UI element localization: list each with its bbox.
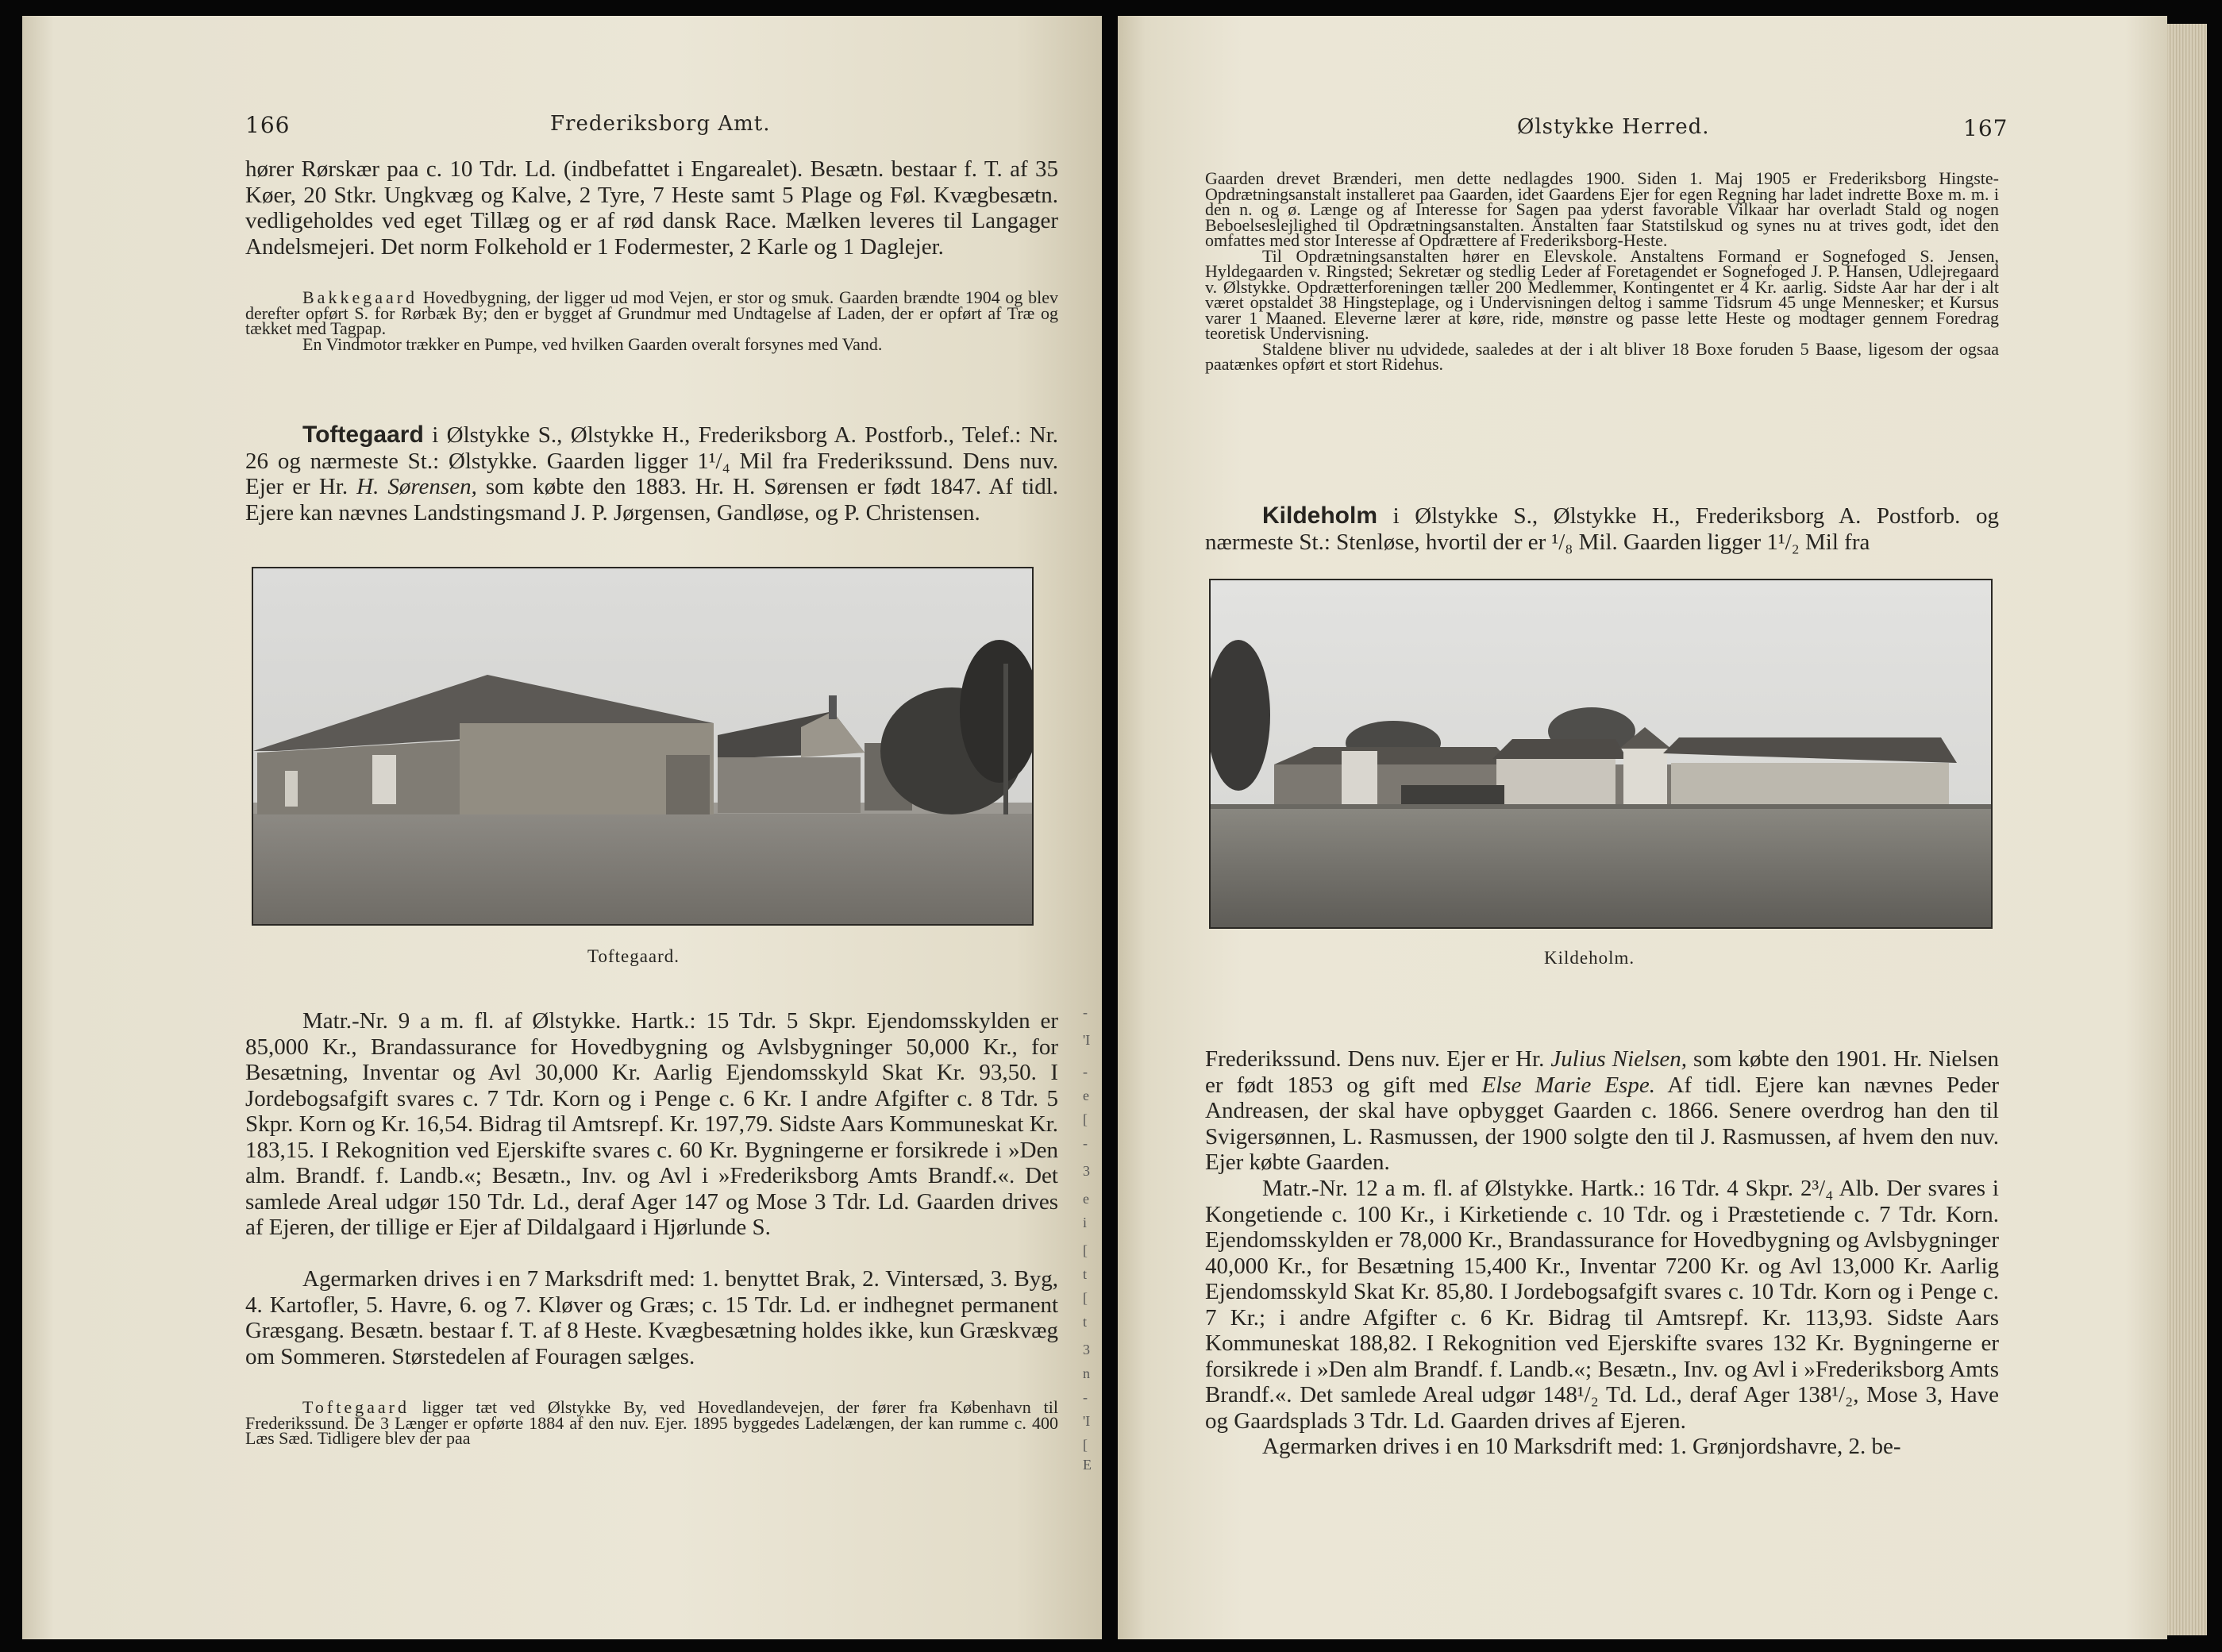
stray-mark: e [1083,1088,1089,1103]
right-page [1118,16,2167,1639]
stray-mark: 'I [1083,1032,1091,1048]
owner-name: Julius Nielsen, [1550,1046,1687,1072]
owner-name: H. Sørensen, [356,474,477,499]
paragraph-matr: Matr.-Nr. 9 a m. fl. af Ølstykke. Hartk.: 15 Tdr. 5 Skpr. Ejendomsskylden er 85,000 Kr., Brandassurance for Hovedbygning og Avlsbygninger 50,000 Kr., for Besætning, Inventar og Avl 30,000 Kr. Aarlig Ejendomsskyld Skat Kr. 93,50. I Jordebogsafgift svares c. 7 Tdr. Korn og i Penge c. 6 Kr. I andre Afgifter c. 8 Tdr. 5 Skpr. Korn og Kr. 16,54. Bidrag til Amtsrepf. Kr. 197,79. Sidste Aars Kommuneskat Kr. 183,15. I Rekognition ved Ejerskifte svares c. 60 Kr. Bygningerne er forsikrede i »Den alm. Brandf. f. Landb.«; Besætn., Inv. og Avl i »Frederiksborg Amts Brandf.«. Det samlede Areal udgør 150 Tdr. Ld., deraf Ager 147 og Mose 3 Tdr. Ld. Gaarden drives af Ejeren, der tillige er Ejer af Dildalgaard i Hjørlunde S. [245,1008,1058,1240]
paragraph-agermarken: Agermarken drives i en 7 Marksdrift med: 1. benyttet Brak, 2. Vintersæd, 3. Byg, 4. Kartofler, 5. Havre, 6. og 7. Kløver og Græs; c. 15 Tdr. Ld. er indhegnet permanent Græsgang. Besætn. bestaar f. T. af 8 Heste. Kvægbesætning holdes ikke, kun Græskvæg om Sommeren. Størstedelen af Fouragen sælges. [245,1266,1058,1369]
page-number-right: 167 [1963,115,2008,141]
photo-kildeholm-image [1211,580,1991,927]
stray-mark: i [1083,1215,1088,1230]
page-number-left: 166 [245,112,291,138]
stray-mark: 3 [1083,1163,1090,1179]
note-text: ligger tæt ved Ølstykke By, ved Hovedlandevejen, der fører fra København til Frederikssund. De 3 Længer er opførte 1884 af den nuv. Ejer. 1895 byggedes Ladelængen, der kan rumme c. 400 Læs Sæd. Tidligere blev der paa [245,1397,1059,1448]
paragraph-matr: Matr.-Nr. 12 a m. fl. af Ølstykke. Hartk.: 16 Tdr. 4 Skpr. 2³/₄ Alb. Der svares i Kongetiende c. 100 Kr., i Kirketiende c. 10 Tdr. og i Præstetiende c. 7 Tdr. Korn. Ejendomsskylden er 78,000 Kr., Brandassurance for Hovedbygning og Avlsbygninger 40,000 Kr., for Besætning 15,400 Kr., Inventar 7200 Kr. og Avl 13,000 Kr. Aarlig Ejendomsskyld Skat Kr. 85,80. I Jordebogsafgift svares c. 10 Tdr. Korn og i Penge c. 7 Kr.; i andre Afgifter c. 6 Kr. Bidrag til Amtsrepf. Kr. 113,93. Sidste Aars Kommuneskat 188,82. I Rekognition ved Ejerskifte svares 132 Kr. Bygningerne er forsikrede i »Den alm Brandf. f. Landb.«; Besætn., Inv. og Avl i »Frederiksborg Amts Brandf.«. Det samlede Areal udgør 148¹/₂ Td. Ld., deraf Ager 138¹/₂, Mose 3, Have og Gaardsplads 3 Tdr. Ld. Gaarden drives af Ejeren. [1205,1176,1999,1434]
stray-mark: [ [1083,1111,1088,1127]
note-text-2: Til Opdrætningsanstalten hører en Elevskole. Anstaltens Formand er Sognefoged S. Jensen, Hyldegaarden v. Ringsted; Sekretær og stedlig Leder af Foretagendet er Sognefoged J. P. Hansen, Udlejregaard v. Ølstykke. Opdrætterforeningen tæller 200 Medlemmer, Kontingentet er 4 Kr. aarlig. Sidste Aar har der i alt været opstaldet 38 Hingsteplage, og i Undervisningen deltog i samme Tidsrum 45 unge Mennesker; et Kursus varer 1 Maaned. Eleverne lærer at køre, ride, mønstre og passe lette Heste og modtager gennem Foredrag teoretisk Undervisning. [1205,245,1999,343]
running-head-right: Ølstykke Herred. [1517,115,1710,139]
photo-caption-toftegaard: Toftegaard. [587,946,680,966]
note-text-3: Staldene bliver nu udvidede, saaledes at der i alt bliver 18 Boxe foruden 5 Baase, ligesom der ogsaa paatænkes opført et stort Ridehus. [1205,338,1999,374]
entry-intro-end: som købte den 1883. Hr. H. Sørensen er født 1847. Af tidl. Ejere kan nævnes Landstingsmand J. P. Jørgensen, Gandløse, og P. Christensen. [245,474,1059,526]
stray-mark: e [1083,1191,1089,1207]
stray-mark: - [1083,1135,1088,1151]
entry-toftegaard [245,422,1058,526]
paragraph-carryover: hører Rørskær paa c. 10 Tdr. Ld. (indbefattet i Engarealet). Besætn. bestaar f. T. af 35 Køer, 20 Stkr. Ungkvæg og Kalve, 2 Tyre, 7 Heste samt 5 Plage og Føl. Kvægbesætn. vedligeholdes ved eget Tillæg og er af rød dansk Race. Mælken leveres til Langager Andelsmejeri. Det norm Folkehold er 1 Fodermester, 2 Karle og 1 Daglejer. [245,156,1058,260]
note-text-2: En Vindmotor trækker en Pumpe, ved hvilken Gaarden overalt forsynes med Vand. [302,333,883,354]
photo-kildeholm [1209,579,1993,929]
stray-mark: [ [1083,1290,1088,1306]
stray-mark: - [1083,1064,1088,1080]
entry-name: Toftegaard [302,422,424,448]
photo-caption-kildeholm: Kildeholm. [1544,948,1635,968]
left-page [22,16,1102,1639]
entry-intro: i Ølstykke S., Ølstykke H., Frederiksborg A. Postforb. og nærmeste St.: Stenløse, hvortil der er ¹/₈ Mil. Gaarden ligger 1¹/₂ Mil fra [1205,503,1999,555]
book-page-edges [2167,24,2207,1635]
photo-toftegaard [252,567,1034,926]
note-text: Gaarden drevet Brænderi, men dette nedlagdes 1900. Siden 1. Maj 1905 er Frederiksborg Hingste-Opdrætningsanstalt installeret paa Gaarden, idet Gaardens Ejer for egen Regning har ladet indrette Boxe m. m. i den n. og ø. Længe og af Interesse for Sagen paa yderst favorable Vilkaar har overladt Stald og nogen Beboelseslejlighed til Opdrætningsanstalten. Anstalten faar Statstilskud og synes nu at trives godt, idet den omfattes med stor Interesse af Opdrættere af Frederiksborg-Heste. [1205,168,1999,250]
stray-mark: t [1083,1266,1088,1282]
stray-mark: - [1083,1389,1088,1405]
text-part: som købte den 1901. Hr. Nielsen er født 1853 og gift med [1205,1046,2000,1098]
stray-mark: 3 [1083,1342,1090,1357]
note-toftegaard [245,1397,1059,1448]
note-bakkegaard [245,287,1058,354]
text-part: Af tidl. Ejere kan nævnes Peder Andreasen, der skal have opbygget Gaarden c. 1866. Senere overdrog han den til Svigersønnen, L. Rasmussen, der 1900 solgte den til J. Rasmussen, af hvem den nuv. Ejer købte Gaarden. [1205,1072,2000,1175]
paragraph-owner [1205,1046,1999,1176]
stray-mark: 'I [1083,1413,1091,1429]
paragraph-agermarken: Agermarken drives i en 10 Marksdrift med: 1. Grønjordshavre, 2. be- [1262,1434,1901,1459]
note-lead: Toftegaard [302,1397,410,1417]
stray-mark: t [1083,1314,1088,1330]
stray-mark: [ [1083,1242,1088,1258]
wife-name: Else Marie Espe. [1481,1072,1655,1098]
stray-mark: E [1083,1457,1092,1473]
stray-mark: - [1083,1004,1088,1020]
note-lead: Bakkegaard [302,287,418,307]
photo-toftegaard-image [253,568,1032,924]
entry-name: Kildeholm [1262,503,1378,529]
stray-mark: n [1083,1365,1090,1381]
text-part: Frederikssund. Dens nuv. Ejer er Hr. [1205,1046,1545,1072]
running-head-left: Frederiksborg Amt. [550,112,771,136]
entry-intro: i Ølstykke S., Ølstykke H., Frederiksborg A. Postforb., Telef.: Nr. 26 og nærmeste St.: Ølstykke. Gaarden ligger 1¹/₄ Mil fra Frederikssund. Dens nuv. Ejer er Hr. [245,422,1059,499]
note-text: Hovedbygning, der ligger ud mod Vejen, er stor og smuk. Gaarden brændte 1904 og blev derefter opført S. for Rørbæk By; den er bygget af Grundmur med Undtagelse af Laden, der er opført af Træ og tækket med Tagpap. [245,287,1058,338]
note-carryover [1205,168,1999,374]
entry-kildeholm [1205,503,1999,555]
stray-mark: [ [1083,1437,1088,1453]
